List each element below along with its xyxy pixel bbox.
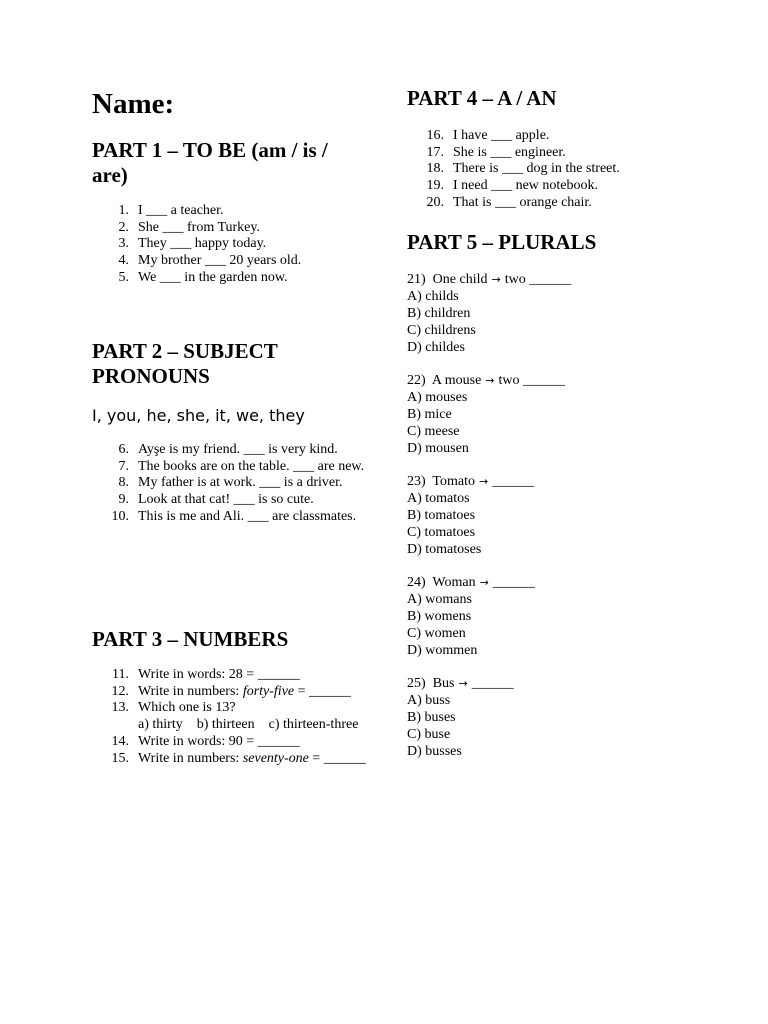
answer-option: B) mice (407, 407, 452, 422)
answer-option: B) buses (407, 710, 456, 725)
question-stem: 24) Woman → ______ (407, 575, 535, 590)
part3-section (92, 627, 367, 767)
answer-option: C) tomatoes (407, 525, 476, 540)
list-item: 9. Look at that cat! ___ is so cute. (118, 492, 314, 508)
question-stem: 25) Bus → ______ (407, 676, 514, 691)
list-item: 5. We ___ in the garden now. (118, 269, 288, 285)
part3-title: PART 3 – NUMBERS (92, 627, 289, 651)
arrow-right-icon: → (491, 273, 501, 286)
part2-title: PART 2 – SUBJECT PRONOUNS (92, 339, 278, 388)
part1-section (92, 138, 367, 287)
list-item: 2. She ___ from Turkey. (118, 219, 260, 235)
answer-option: C) meese (407, 424, 460, 439)
list-item: 18. There is ___ dog in the street. (426, 161, 620, 177)
part4-title: PART 4 – A / AN (407, 86, 557, 110)
plural-question-25 (407, 675, 747, 760)
pronoun-list: I, you, he, she, it, we, they (92, 406, 305, 425)
list-item: 14. Write in words: 90 = ______ (111, 733, 300, 749)
question-stem: 21) One child → two ______ (407, 272, 572, 287)
answer-option: B) tomatoes (407, 508, 476, 523)
part2-list (92, 442, 367, 526)
plural-question-21 (407, 271, 747, 356)
part5-section (407, 230, 747, 760)
answer-option: D) tomatoses (407, 542, 482, 557)
arrow-right-icon: → (479, 576, 489, 589)
list-item: 7. The books are on the table. ___ are new. (118, 458, 365, 474)
answer-option: A) womans (407, 592, 472, 607)
list-item: 19. I need ___ new notebook. (426, 178, 599, 194)
list-item: 20. That is ___ orange chair. (426, 194, 592, 210)
plural-question-23 (407, 473, 747, 558)
answer-option: D) mousen (407, 441, 469, 456)
answer-option: B) womens (407, 609, 472, 624)
answer-option: D) wommen (407, 643, 478, 658)
question-stem: 23) Tomato → ______ (407, 474, 535, 489)
name-label: Name: (92, 88, 175, 120)
list-item: 8. My father is at work. ___ is a driver. (118, 475, 343, 491)
arrow-right-icon: → (479, 475, 489, 488)
part2-section (92, 339, 367, 526)
part1-title: PART 1 – TO BE (am / is / are) (92, 138, 328, 187)
list-item: 11. Write in words: 28 = ______ (112, 667, 300, 682)
arrow-right-icon: → (458, 677, 468, 690)
arrow-right-icon: → (485, 374, 495, 387)
question-stem: 22) A mouse → two ______ (407, 373, 566, 388)
answer-option: D) childes (407, 340, 465, 355)
list-item: 4. My brother ___ 20 years old. (118, 253, 302, 269)
answer-option: B) children (407, 306, 471, 321)
answer-option: C) women (407, 626, 466, 641)
list-item: 10. This is me and Ali. ___ are classmates. (111, 508, 357, 524)
answer-option: A) buss (407, 693, 451, 708)
plural-question-24 (407, 574, 747, 659)
answer-option: A) childs (407, 289, 459, 304)
list-item: 12. Write in numbers: forty-five = ______ (111, 683, 352, 699)
list-item: 6. Ayşe is my friend. ___ is very kind. (118, 442, 338, 457)
part3-list (92, 667, 367, 767)
answer-option: C) buse (407, 727, 451, 742)
list-item: 17. She is ___ engineer. (426, 144, 566, 160)
list-item: 3. They ___ happy today. (118, 236, 267, 252)
list-item: 1. I ___ a teacher. (118, 203, 224, 218)
answer-option: A) tomatos (407, 491, 470, 506)
list-item: 13. Which one is 13? a) thirty b) thirteen c) thirteen-three (111, 700, 359, 733)
part5-title: PART 5 – PLURALS (407, 230, 597, 254)
answer-option: C) childrens (407, 323, 476, 338)
plural-question-22 (407, 372, 747, 457)
answer-option: A) mouses (407, 390, 468, 405)
part1-list (92, 203, 367, 287)
answer-option: D) busses (407, 744, 462, 759)
list-item: 15. Write in numbers: seventy-one = ______ (111, 750, 366, 766)
list-item: 16. I have ___ apple. (426, 128, 550, 143)
part4-section (407, 86, 747, 212)
part4-list (407, 128, 747, 212)
